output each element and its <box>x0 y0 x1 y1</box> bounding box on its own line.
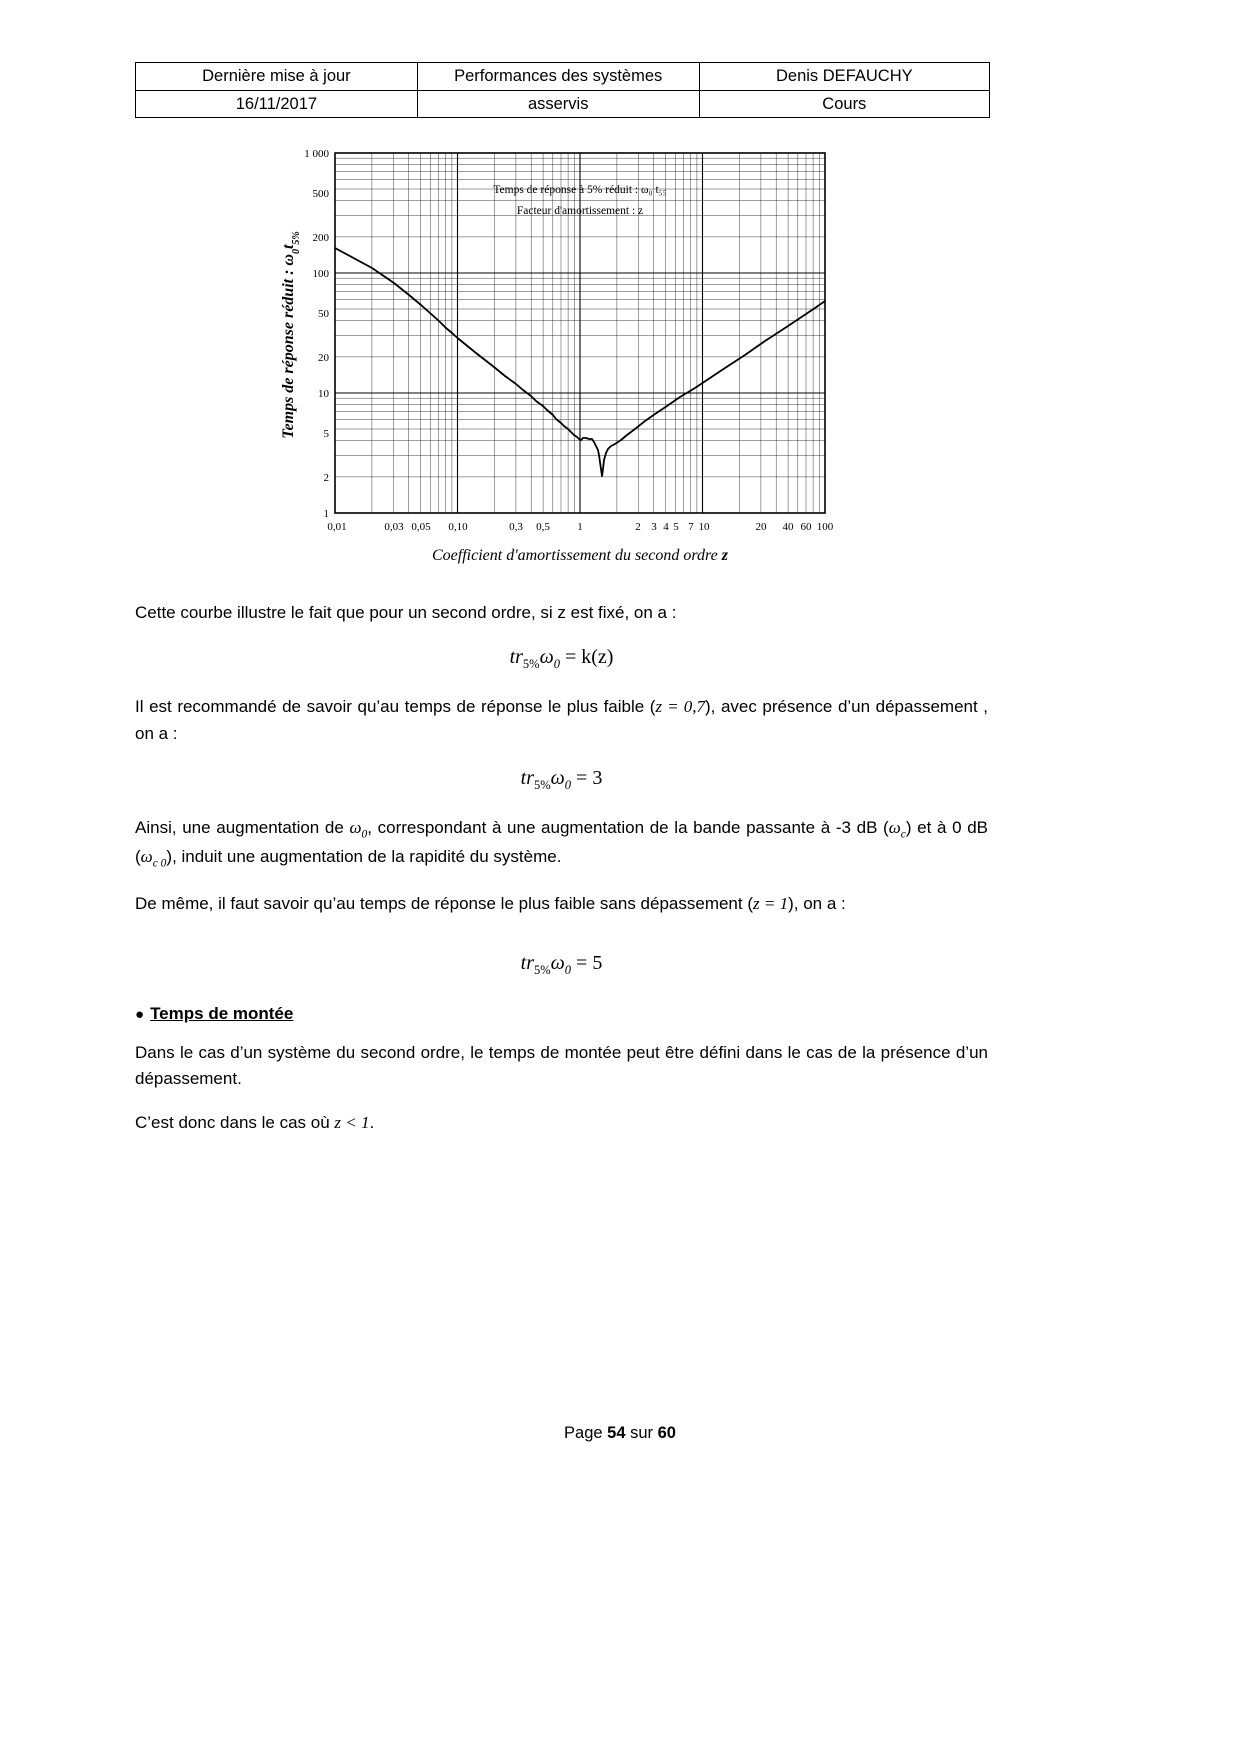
eq2-sub: 5% <box>534 778 551 793</box>
footer-total-pages: 60 <box>657 1424 676 1442</box>
svg-text:5: 5 <box>673 521 679 533</box>
svg-text:20: 20 <box>755 521 767 533</box>
paragraph-3-a: Ainsi, une augmentation de <box>135 818 350 838</box>
svg-text:1: 1 <box>323 508 329 520</box>
svg-text:7: 7 <box>688 521 694 533</box>
paragraph-2-b: ), avec présence d’un dépassement , on a : <box>135 697 989 743</box>
chart-y-ticklabels <box>304 148 329 520</box>
eq3-omega: ω <box>550 951 565 974</box>
header-doc-type: Cours <box>699 90 989 118</box>
svg-text:3: 3 <box>651 521 657 533</box>
equation-1 <box>135 646 988 672</box>
paragraph-3-omegac: ω <box>888 818 901 838</box>
paragraph-3 <box>135 815 988 873</box>
paragraph-3-omegac-sub: c <box>900 828 906 841</box>
paragraph-4-z: z = 1 <box>753 894 789 914</box>
svg-text:10: 10 <box>698 521 710 533</box>
paragraph-6-a: C’est donc dans le cas où <box>135 1113 335 1133</box>
svg-text:40: 40 <box>782 521 794 533</box>
table-row <box>136 90 990 118</box>
paragraph-2-z: z = 0,7 <box>655 697 705 717</box>
svg-text:2: 2 <box>323 472 329 484</box>
header-last-update-label: Dernière mise à jour <box>136 63 418 91</box>
svg-text:100: 100 <box>312 268 329 280</box>
paragraph-3-d: ), induit une augmentation de la rapidité du système. <box>166 847 562 867</box>
paragraph-4-b: ), on a : <box>788 894 846 914</box>
paragraph-3-c: ) et à 0 dB ( <box>135 818 989 867</box>
eq3-omega-sub: 0 <box>564 962 572 977</box>
chart-legend-line2: Facteur d'amortissement : z <box>516 205 644 217</box>
svg-text:2: 2 <box>635 521 641 533</box>
paragraph-4 <box>135 891 988 917</box>
paragraph-3-omega0-sub: 0 <box>361 828 368 841</box>
header-subject-line1: Performances des systèmes <box>417 63 699 91</box>
header-author: Denis DEFAUCHY <box>699 63 989 91</box>
footer-page-number: 54 <box>607 1424 626 1442</box>
equation-3 <box>135 952 988 978</box>
paragraph-6-b: . <box>369 1113 375 1133</box>
paragraph-2 <box>135 694 988 747</box>
footer-prefix: Page <box>564 1424 608 1442</box>
eq2-omega: ω <box>550 767 565 790</box>
header-last-update-date: 16/11/2017 <box>136 90 418 118</box>
eq3-tr: tr <box>520 951 534 974</box>
svg-text:0,10: 0,10 <box>448 521 468 533</box>
paragraph-3-omegac0-sub: c 0 <box>152 857 167 870</box>
equation-2 <box>135 767 988 793</box>
svg-text:4: 4 <box>663 521 669 533</box>
eq3-sub: 5% <box>534 962 551 977</box>
svg-text:1: 1 <box>577 521 583 533</box>
footer-middle: sur <box>625 1424 658 1442</box>
eq2-omega-sub: 0 <box>564 778 572 793</box>
svg-text:60: 60 <box>800 521 812 533</box>
paragraph-3-b: , correspondant à une augmentation de la bande passante à -3 dB ( <box>367 818 889 838</box>
paragraph-3-omegac0: ω <box>140 847 153 867</box>
section-heading-label: Temps de montée <box>150 1003 294 1023</box>
eq1-omega: ω <box>539 646 554 669</box>
eq2-tail: = 3 <box>571 767 603 790</box>
svg-text:0,5: 0,5 <box>536 521 550 533</box>
svg-text:500: 500 <box>312 188 329 200</box>
paragraph-5: Dans le cas d’un système du second ordre, le temps de montée peut être défini dans le cas de la présence d’un dépassement. <box>135 1042 988 1089</box>
svg-text:0,01: 0,01 <box>327 521 347 533</box>
page-footer <box>0 1424 1240 1443</box>
bullet-icon: ● <box>135 1005 145 1023</box>
eq3-tail: = 5 <box>571 951 603 974</box>
response-time-chart <box>255 135 875 585</box>
paragraph-1: Cette courbe illustre le fait que pour un second ordre, si z est fixé, on a : <box>135 603 677 622</box>
chart-x-ticklabels <box>327 521 833 533</box>
svg-text:5: 5 <box>323 428 329 440</box>
svg-text:100: 100 <box>816 521 834 533</box>
svg-text:10: 10 <box>318 388 329 400</box>
paragraph-2-a: Il est recommandé de savoir qu’au temps de réponse le plus faible ( <box>135 697 656 717</box>
svg-text:20: 20 <box>318 352 329 364</box>
svg-text:0,03: 0,03 <box>384 521 404 533</box>
eq1-sub: 5% <box>522 657 540 672</box>
table-row <box>136 63 990 91</box>
section-heading-temps-de-montee <box>135 1004 988 1024</box>
paragraph-6 <box>135 1110 988 1136</box>
header-subject-line2: asservis <box>417 90 699 118</box>
svg-text:1 000: 1 000 <box>304 148 329 160</box>
paragraph-6-math: z < 1 <box>334 1113 370 1133</box>
svg-text:200: 200 <box>312 232 329 244</box>
chart-x-axis-title: Coefficient d'amortissement du second ordre z <box>432 547 728 564</box>
chart-y-axis-title: Temps de réponse réduit : $\omega_0t_{5\%}$ <box>280 231 302 439</box>
document-header-table <box>135 62 990 118</box>
eq1-tr: tr <box>509 646 523 669</box>
svg-text:0,05: 0,05 <box>411 521 431 533</box>
eq2-tr: tr <box>520 767 534 790</box>
chart-legend-line1: Temps de réponse à 5% réduit : ω₀ t₅₅ <box>493 184 667 196</box>
document-body <box>135 600 988 1155</box>
paragraph-3-omega0: ω <box>349 818 362 838</box>
svg-text:50: 50 <box>318 308 329 320</box>
eq1-tail: = k(z) <box>559 646 614 669</box>
eq1-omega-sub: 0 <box>553 657 560 672</box>
svg-text:0,3: 0,3 <box>509 521 523 533</box>
paragraph-4-a: De même, il faut savoir qu’au temps de réponse le plus faible sans dépassement ( <box>135 894 753 914</box>
